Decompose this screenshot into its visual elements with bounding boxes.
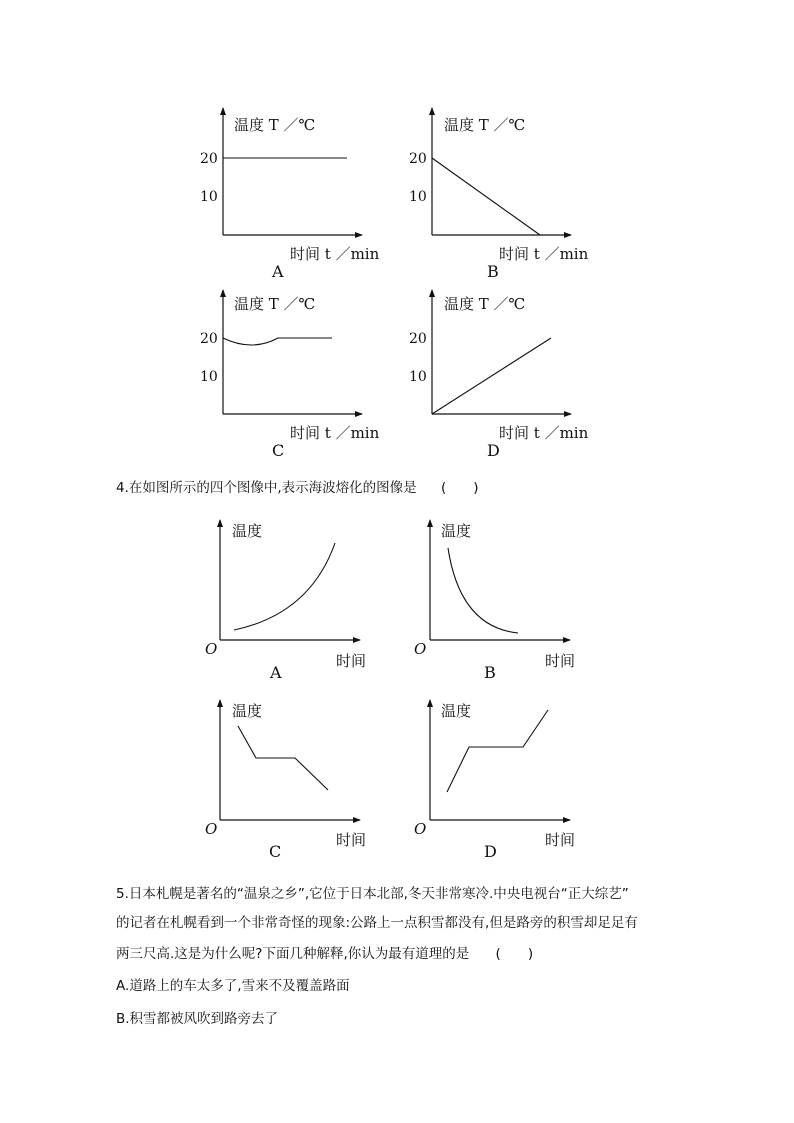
x-axis-label: 时间 t ／min [290, 245, 380, 263]
q3-graph-d [409, 290, 589, 460]
q3-graph-a [200, 108, 380, 281]
x-axis-label: 时间 t ／min [499, 424, 589, 442]
temperature-curve [234, 543, 335, 630]
y-axis-label: 温度 T ／℃ [234, 295, 316, 313]
y-axis-label: 温度 [232, 702, 263, 720]
x-axis-label: 时间 t ／min [290, 424, 380, 442]
q3-graph-b [409, 108, 589, 281]
x-axis-label: 时间 [545, 831, 576, 849]
temperature-curve [448, 548, 518, 633]
question-5-line-3 [116, 944, 533, 964]
option-label: A [272, 262, 284, 281]
q4-graph-a [205, 520, 366, 682]
answer-blank: ( ) [440, 480, 479, 496]
temperature-line [447, 710, 548, 792]
question-5-line-2: 的记者在札幌看到一个非常奇怪的现象:公路上一点积雪都没有,但是路旁的积雪却足足有 [116, 915, 638, 931]
y-axis-label: 温度 T ／℃ [234, 116, 316, 134]
origin-label: O [205, 820, 218, 838]
x-axis-label: 时间 [336, 652, 367, 670]
question-5-text: 两三尺高.这是为什么呢?下面几种解释,你认为最有道理的是 [116, 946, 470, 962]
tick-10: 10 [409, 369, 427, 385]
option-label: B [487, 262, 499, 281]
y-axis-label: 温度 T ／℃ [444, 116, 526, 134]
x-axis-label: 时间 t ／min [499, 245, 589, 263]
answer-blank: ( ) [495, 946, 534, 962]
tick-10: 10 [200, 189, 218, 205]
q4-graph-b [414, 520, 575, 682]
y-axis-label: 温度 T ／℃ [444, 295, 526, 313]
tick-10: 10 [200, 369, 218, 385]
q4-graph-c [205, 700, 366, 861]
x-axis-label: 时间 [336, 831, 367, 849]
temperature-line [238, 726, 328, 790]
option-label: C [269, 842, 282, 861]
y-axis-label: 温度 [441, 522, 472, 540]
y-axis-label: 温度 [232, 522, 263, 540]
origin-label: O [414, 820, 427, 838]
tick-20: 20 [409, 331, 427, 347]
choice-a: A.道路上的车太多了,雪来不及覆盖路面 [116, 978, 350, 994]
q3-graph-c [200, 290, 380, 460]
temperature-line [432, 338, 551, 414]
tick-10: 10 [409, 189, 427, 205]
question-5-line-1: 5.日本札幌是著名的“温泉之乡”,它位于日本北部,冬天非常寒冷.中央电视台“正大综艺” [116, 886, 629, 902]
tick-20: 20 [200, 151, 218, 167]
option-label: D [487, 441, 500, 460]
tick-20: 20 [409, 151, 427, 167]
q4-graph-d [414, 700, 575, 861]
option-label: B [484, 663, 496, 682]
temperature-line [432, 158, 540, 235]
origin-label: O [205, 640, 218, 658]
option-label: C [272, 441, 285, 460]
y-axis-label: 温度 [441, 702, 472, 720]
x-axis-label: 时间 [545, 652, 576, 670]
option-label: A [270, 663, 282, 682]
question-4-stem [116, 478, 479, 498]
temperature-curve [223, 338, 332, 345]
origin-label: O [414, 640, 427, 658]
choice-b: B.积雪都被风吹到路旁去了 [116, 1011, 279, 1027]
option-label: D [484, 842, 497, 861]
tick-20: 20 [200, 331, 218, 347]
question-4-text: 4.在如图所示的四个图像中,表示海波熔化的图像是 [116, 480, 417, 496]
